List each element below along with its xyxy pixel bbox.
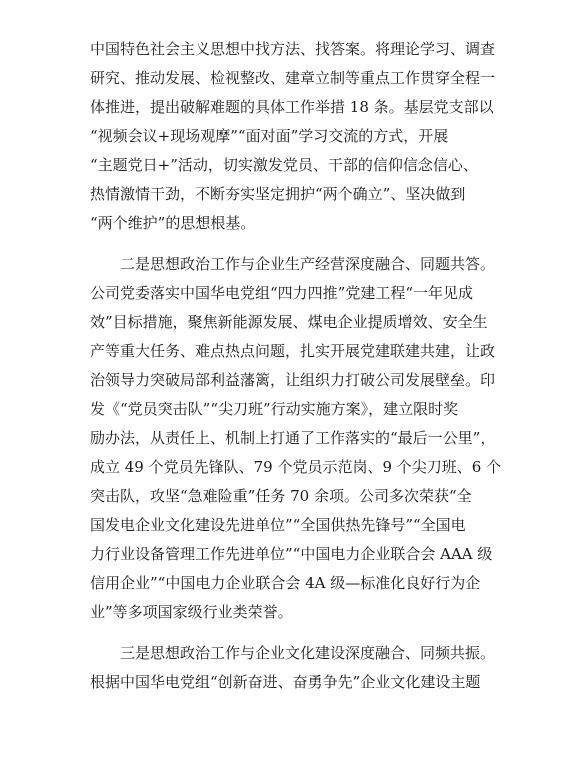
text-line: “两个维护”的思想根基。 [90, 214, 256, 232]
text-line: 研究、推动发展、检视整改、建章立制等重点工作贯穿全程一 [90, 69, 496, 87]
paragraph-spacer [90, 627, 510, 639]
text-line: 二是思想政治工作与企业生产经营深度融合、同题共答。 [90, 255, 496, 273]
text-line: 励办法，从责任上、机制上打通了工作落实的“最后一公里”， [90, 429, 496, 447]
text-line: 公司党委落实中国华电党组“四力四推”党建工程“一年见成 [90, 284, 474, 302]
text-line: 发《“党员突击队”“尖刀班”行动实施方案》，建立限时奖 [90, 400, 459, 418]
text-line: 治领导力突破局部利益藩篱，让组织力打破公司发展壁垒。印 [90, 371, 496, 389]
text-line: 业”等多项国家级行业类荣誉。 [90, 603, 293, 621]
text-line: 三是思想政治工作与企业文化建设深度融合、同频共振。 [90, 644, 496, 662]
paragraph-spacer [90, 238, 510, 250]
paragraph-2 [90, 250, 510, 627]
paragraph-1 [90, 35, 510, 238]
text-line: 突击队，攻坚“急难险重”任务 70 余项。公司多次荣获“全 [90, 487, 472, 505]
text-line: “主题党日+”活动，切实激发党员、干部的信仰信念信心、 [90, 156, 478, 174]
text-line: 成立 49 个党员先锋队、79 个党员示范岗、9 个尖刀班、6 个 [90, 458, 502, 476]
text-line: 国发电企业文化建设先进单位”“全国供热先锋号”“全国电 [90, 516, 466, 534]
text-line: 热情激情干劲，不断夯实坚定拥护“两个确立”、坚决做到 [90, 185, 466, 203]
text-line: 根据中国华电党组“创新奋进、奋勇争先”企业文化建设主题 [90, 673, 481, 691]
paragraph-3 [90, 639, 510, 697]
text-line: 效”目标措施，聚焦新能源发展、煤电企业提质增效、安全生 [90, 313, 488, 331]
text-line: 体推进，提出破解难题的具体工作举措 18 条。基层党支部以 [90, 98, 494, 116]
text-line: 产等重大任务、难点热点问题，扎实开展党建联建共建，让政 [90, 342, 496, 360]
text-line: “视频会议+现场观摩”“面对面”学习交流的方式，开展 [90, 127, 449, 145]
text-line: 信用企业”“中国电力企业联合会 4A 级—标准化良好行为企 [90, 574, 481, 592]
text-line: 力行业设备管理工作先进单位”“中国电力企业联合会 AAA 级 [90, 545, 493, 563]
text-line: 中国特色社会主义思想中找方法、找答案。将理论学习、调查 [90, 40, 496, 58]
body-text [90, 35, 510, 697]
